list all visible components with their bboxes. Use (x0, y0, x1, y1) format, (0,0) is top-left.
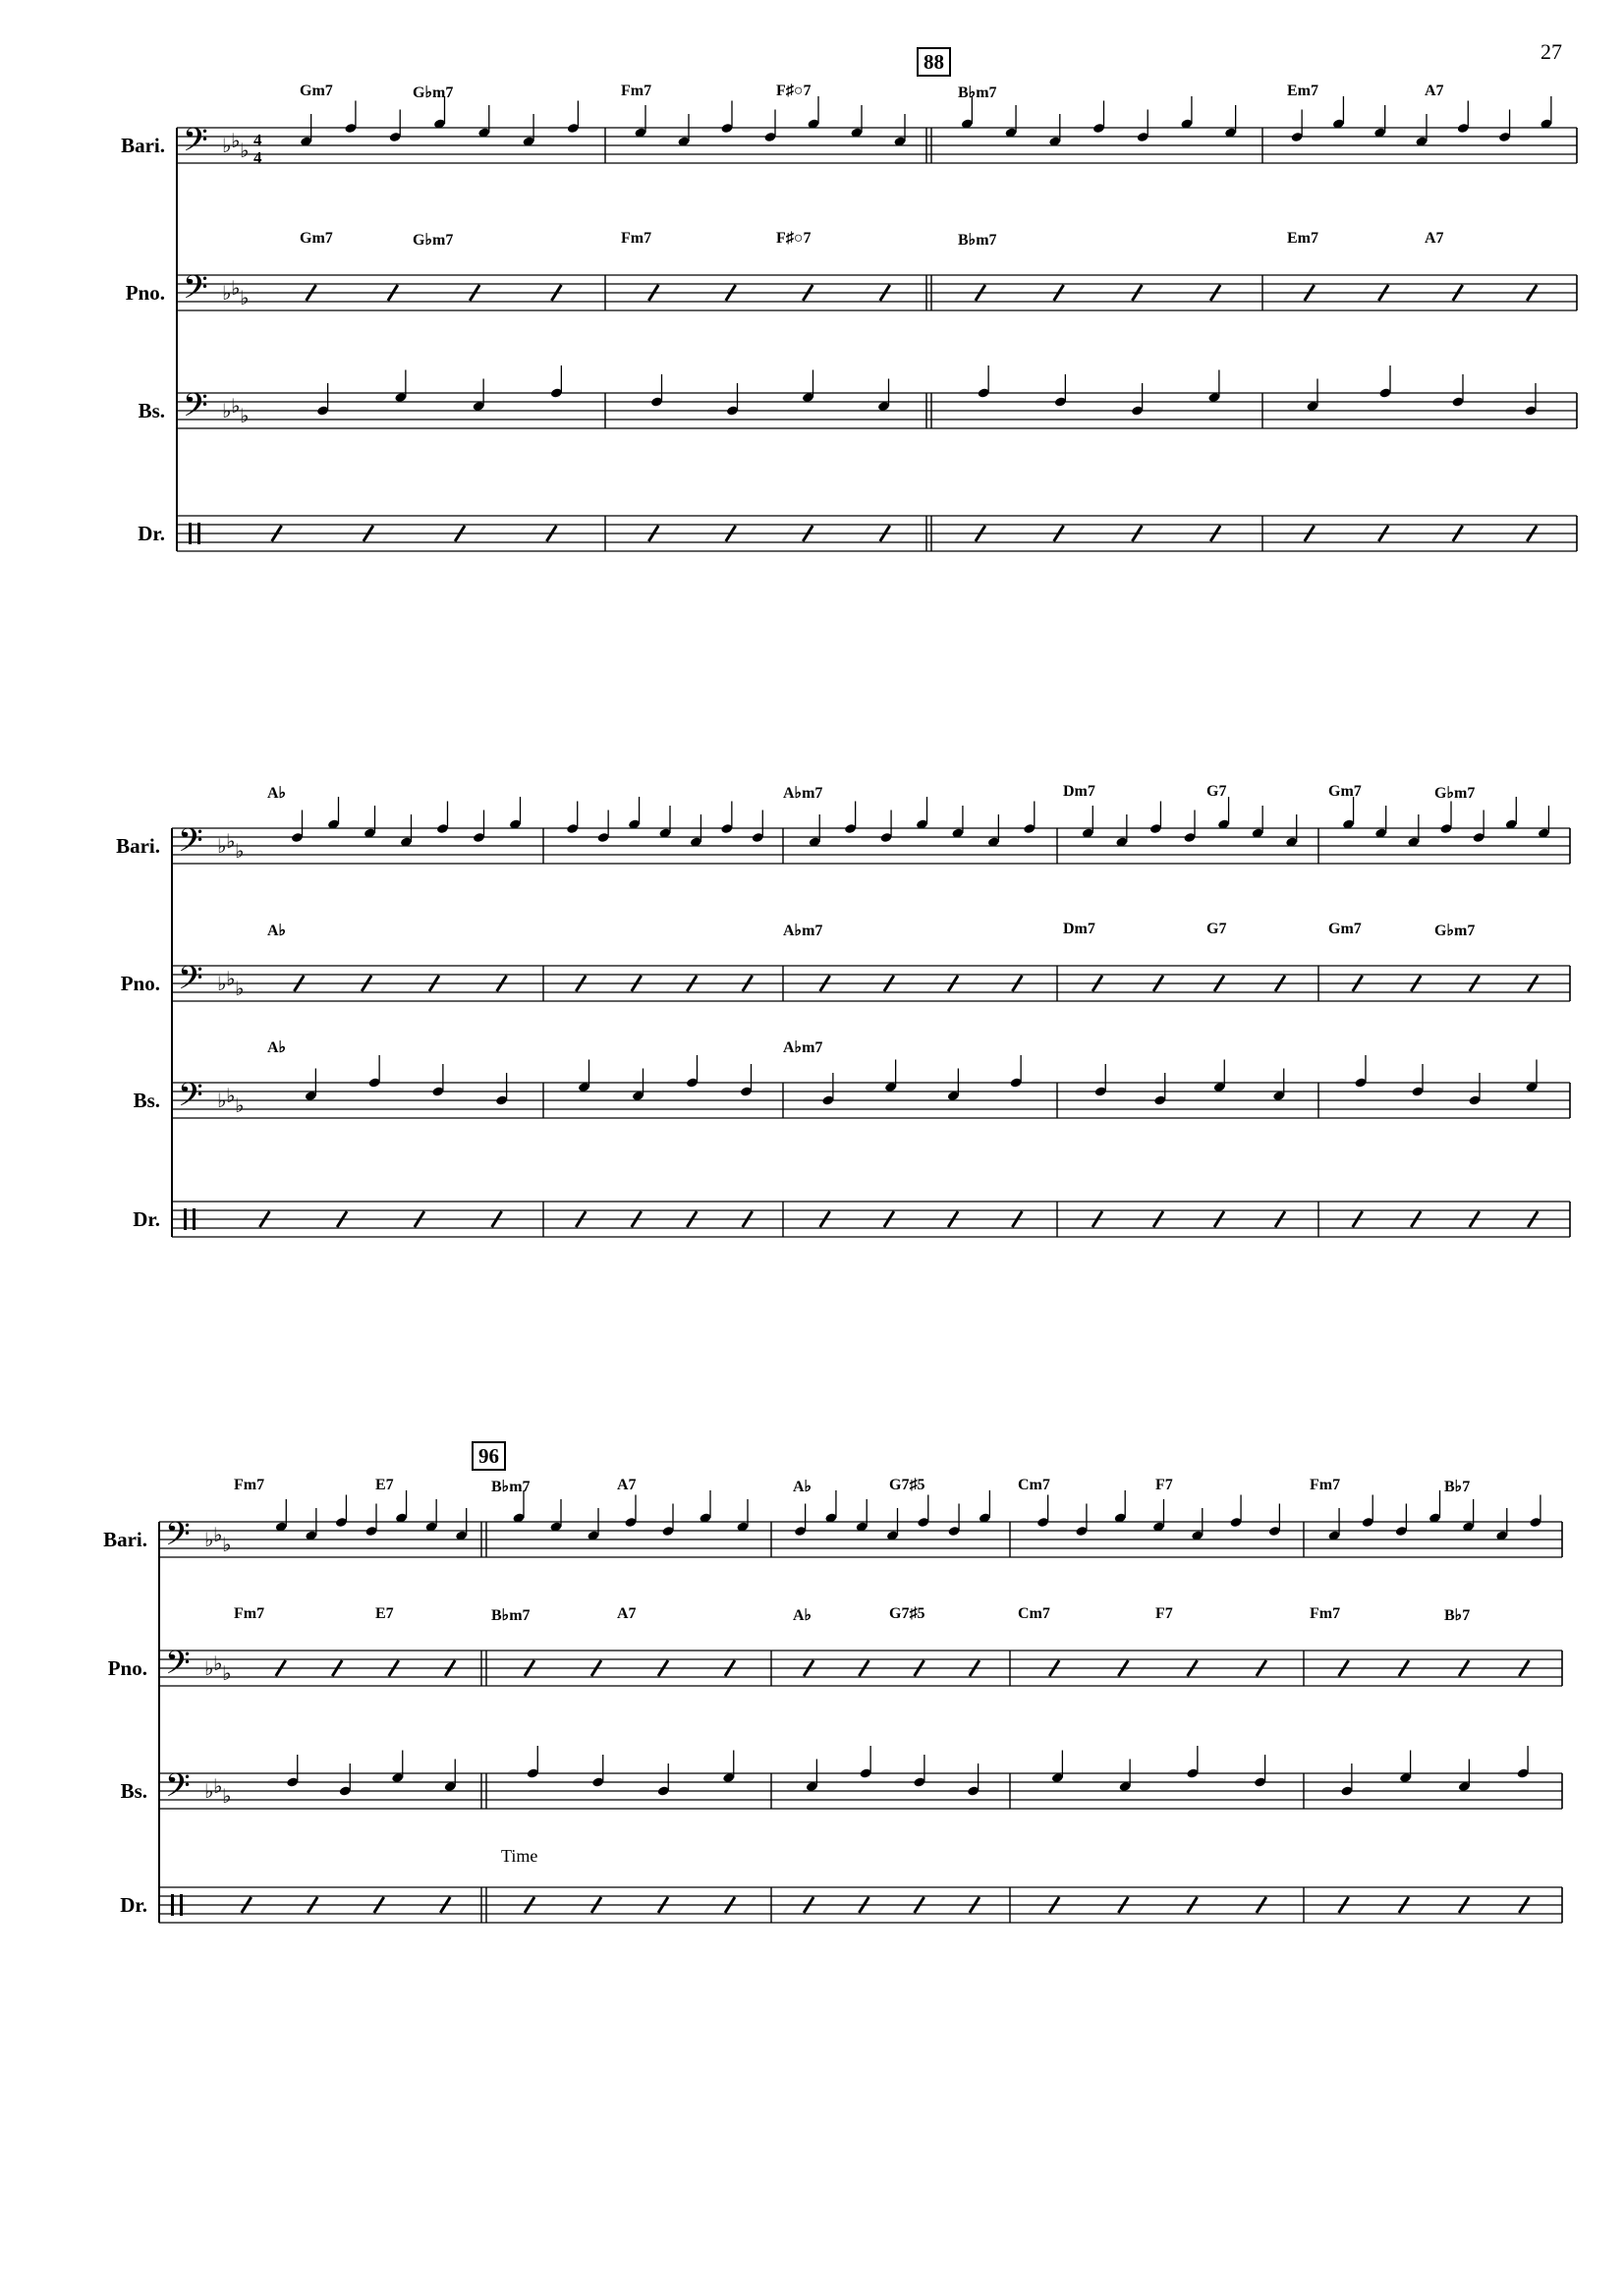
staff-pno (177, 269, 1577, 314)
flat-icon: ♭ (235, 1093, 245, 1117)
staff-pno (172, 960, 1570, 1005)
flat-icon: ♭ (240, 139, 250, 162)
instrument-label: Bari. (103, 1528, 147, 1551)
chord-symbol: G7♯5 (889, 1605, 925, 1622)
chord-symbol: A7 (617, 1605, 637, 1622)
bass-clef-icon: 𝄢 (183, 387, 208, 432)
chord-symbol: G7 (1206, 783, 1227, 800)
chord-symbol: A♭ (267, 1039, 287, 1056)
flat-icon: ♭ (222, 281, 232, 305)
system-1 (177, 96, 1577, 551)
chord-symbol: A♭m7 (783, 923, 823, 939)
instrument-label: Dr. (133, 1207, 160, 1231)
chord-symbol: F♯○7 (776, 83, 812, 99)
bass-clef-icon: 𝄢 (165, 1645, 191, 1690)
bass-clef-icon: 𝄢 (183, 269, 208, 314)
staff-bs (159, 1746, 1562, 1813)
flat-icon: ♭ (204, 1528, 214, 1551)
staff-bs (172, 1055, 1570, 1122)
chord-symbol: Fm7 (621, 83, 652, 99)
flat-icon: ♭ (240, 286, 250, 309)
flat-icon: ♭ (204, 1779, 214, 1803)
chord-symbol: Fm7 (234, 1605, 265, 1622)
system-2 (172, 797, 1570, 1237)
flat-icon: ♭ (222, 1784, 232, 1808)
chord-symbol: G♭m7 (413, 84, 454, 101)
chord-symbol: B♭m7 (958, 232, 997, 249)
staff-bari (177, 96, 1577, 167)
flat-icon: ♭ (222, 1533, 232, 1556)
flat-icon: ♭ (226, 967, 236, 990)
instrument-label: Bs. (120, 1779, 147, 1803)
staff-dr (172, 1202, 1570, 1237)
chord-symbol: A7 (617, 1477, 637, 1493)
system-3 (159, 1490, 1562, 1923)
chord-symbol: B♭7 (1444, 1607, 1471, 1624)
chord-symbol: A♭ (267, 923, 287, 939)
percussion-clef-icon (180, 1894, 183, 1916)
instrument-label: Bs. (138, 399, 165, 422)
chord-symbol: A♭m7 (783, 785, 823, 802)
percussion-clef-icon (171, 1894, 174, 1916)
chord-symbol: G7♯5 (889, 1477, 925, 1493)
chord-symbol: E7 (375, 1477, 394, 1493)
bass-clef-icon: 𝄢 (178, 1077, 203, 1122)
rehearsal-mark: 88 (917, 47, 951, 77)
chord-symbol: Gm7 (1328, 921, 1362, 937)
flat-icon: ♭ (217, 834, 227, 858)
page-number: 27 (1540, 39, 1562, 64)
staff-bari (172, 797, 1570, 868)
flat-icon: ♭ (222, 399, 232, 422)
drum-annotation: Time (501, 1846, 538, 1866)
time-signature-icon: 4 (253, 148, 262, 167)
flat-icon: ♭ (213, 1651, 223, 1675)
flat-icon: ♭ (217, 1089, 227, 1112)
instrument-label: Pno. (107, 1656, 147, 1680)
chord-symbol: Fm7 (234, 1477, 265, 1493)
instrument-label: Pno. (120, 972, 160, 995)
flat-icon: ♭ (222, 1661, 232, 1685)
chord-symbol: B♭m7 (491, 1607, 531, 1624)
instrument-label: Bari. (121, 134, 165, 157)
chord-symbol: A♭ (793, 1479, 812, 1495)
flat-icon: ♭ (217, 972, 227, 995)
instrument-label: Dr. (138, 522, 165, 545)
chord-symbol: B♭m7 (958, 84, 997, 101)
staff-dr (177, 516, 1577, 551)
bass-clef-icon: 𝄢 (183, 122, 208, 167)
chord-symbol: F♯○7 (776, 230, 812, 247)
instrument-label: Bs. (133, 1089, 160, 1112)
flat-icon: ♭ (213, 1774, 223, 1798)
flat-icon: ♭ (222, 134, 232, 157)
flat-icon: ♭ (204, 1656, 214, 1680)
chord-symbol: Dm7 (1063, 921, 1095, 937)
chord-symbol: E7 (375, 1605, 394, 1622)
chord-symbol: Gm7 (300, 230, 333, 247)
chord-symbol: G♭m7 (1434, 785, 1476, 802)
flat-icon: ♭ (226, 829, 236, 853)
time-signature-icon: 4 (253, 131, 262, 149)
percussion-clef-icon (193, 1208, 196, 1230)
chord-symbol: Gm7 (300, 83, 333, 99)
staff-bs (177, 365, 1577, 432)
chord-symbol: Cm7 (1018, 1605, 1050, 1622)
chord-symbol: G7 (1206, 921, 1227, 937)
flat-icon: ♭ (231, 276, 241, 300)
chord-symbol: Dm7 (1063, 783, 1095, 800)
staff-bari (159, 1490, 1562, 1561)
chord-symbol: G♭m7 (413, 232, 454, 249)
chord-symbol: A♭ (267, 785, 287, 802)
chord-symbol: B♭7 (1444, 1479, 1471, 1495)
staff-pno (159, 1645, 1562, 1690)
percussion-clef-icon (189, 523, 192, 544)
bass-clef-icon: 𝄢 (178, 960, 203, 1005)
bass-clef-icon: 𝄢 (165, 1767, 191, 1813)
chord-symbol: A♭m7 (783, 1039, 823, 1056)
instrument-label: Dr. (120, 1893, 147, 1917)
chord-symbol: A♭ (793, 1607, 812, 1624)
flat-icon: ♭ (226, 1084, 236, 1107)
chord-symbol: F7 (1155, 1477, 1173, 1493)
flat-icon: ♭ (231, 394, 241, 418)
bass-clef-icon: 𝄢 (165, 1516, 191, 1561)
chord-symbol: Em7 (1287, 230, 1318, 247)
flat-icon: ♭ (231, 129, 241, 152)
chord-symbol: A7 (1425, 230, 1444, 247)
chord-symbol: Gm7 (1328, 783, 1362, 800)
chord-symbol: Cm7 (1018, 1477, 1050, 1493)
chord-symbol: F7 (1155, 1605, 1173, 1622)
flat-icon: ♭ (213, 1523, 223, 1546)
bass-clef-icon: 𝄢 (178, 822, 203, 868)
flat-icon: ♭ (240, 404, 250, 427)
instrument-label: Bari. (116, 834, 160, 858)
rehearsal-mark: 96 (472, 1441, 506, 1471)
percussion-clef-icon (197, 523, 200, 544)
chord-symbol: Fm7 (1310, 1477, 1341, 1493)
chord-symbol: Fm7 (1310, 1605, 1341, 1622)
chord-symbol: Fm7 (621, 230, 652, 247)
chord-symbol: G♭m7 (1434, 923, 1476, 939)
flat-icon: ♭ (235, 977, 245, 1000)
percussion-clef-icon (184, 1208, 187, 1230)
chord-symbol: A7 (1425, 83, 1444, 99)
chord-symbol: B♭m7 (491, 1479, 531, 1495)
flat-icon: ♭ (235, 839, 245, 863)
instrument-label: Pno. (125, 281, 165, 305)
chord-symbol: Em7 (1287, 83, 1318, 99)
staff-dr (159, 1887, 1562, 1923)
